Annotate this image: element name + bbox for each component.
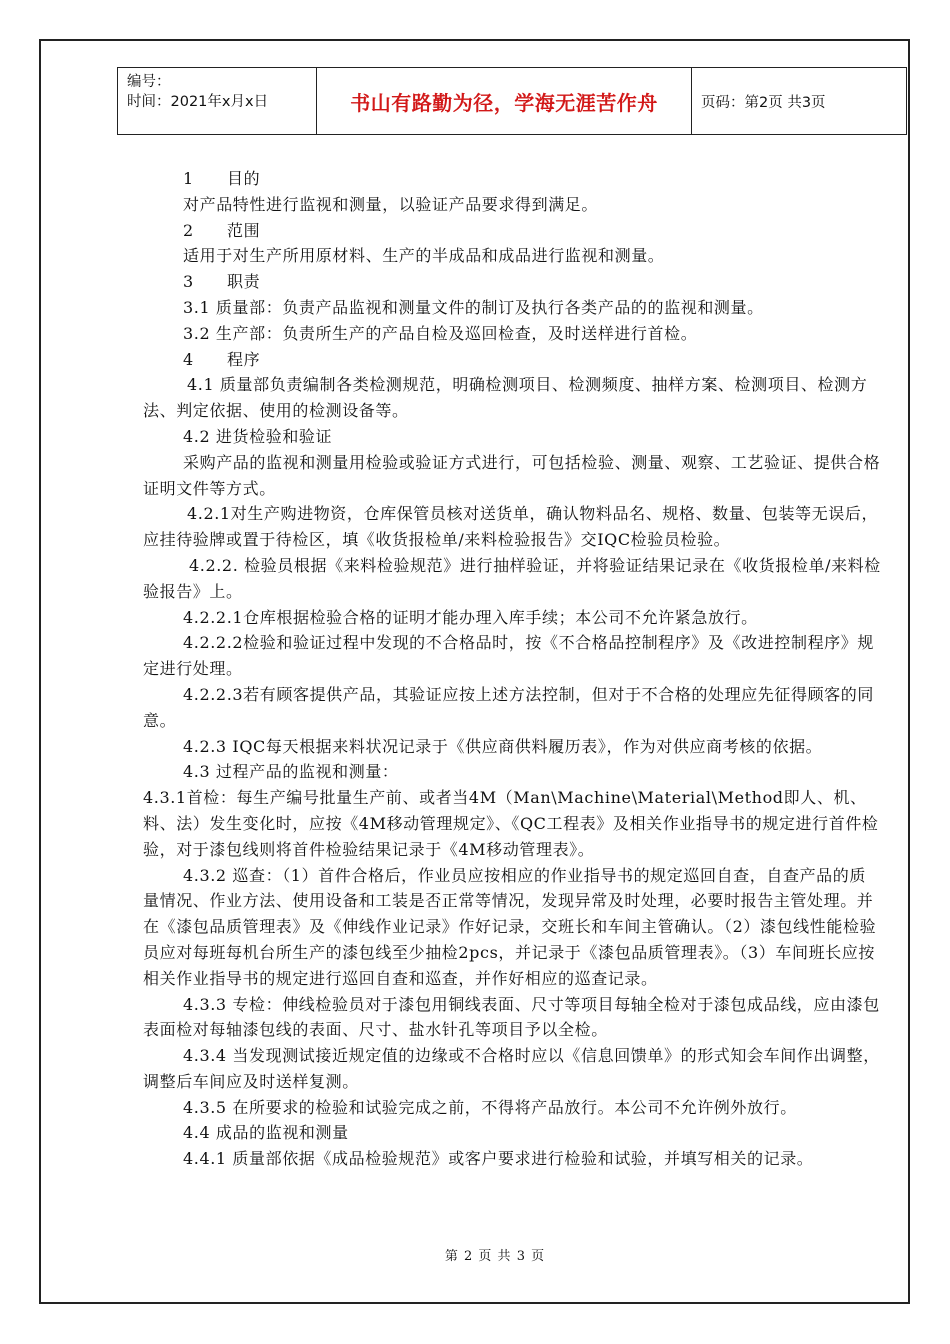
- header-motto: 书山有路勤为径，学海无涯苦作舟: [317, 68, 692, 134]
- paragraph: 4.3.4 当发现测试接近规定值的边缘或不合格时应以《信息回馈单》的形式知会车间作出调整，调整后车间应及时送样复测。: [143, 1046, 880, 1091]
- header-number-label: 编号：: [127, 74, 171, 90]
- paragraph: 4.3.2 巡查：（1）首件合格后，作业员应按相应的作业指导书的规定巡回自查，自查产品的质量情况、作业方法、使用设备和工装是否正常等情况，发现异常及时处理，必要时报告主管处理。并在《漆包品质管理表》及《伸线作业记录》作好记录，交班长和车间主管确认。（2）漆包线性能检验员应对每班每机台所生产的漆包线至少抽检2pcs，并记录于《漆包品质管理表》。（3）车间班长应按相关作业指导书的规定进行巡回自查和巡查，并作好相应的巡查记录。: [143, 865, 877, 988]
- document-body: [143, 166, 881, 1172]
- paragraph: 4.4.1 质量部依据《成品检验规范》或客户要求进行检验和试验，并填写相关的记录。: [183, 1149, 814, 1169]
- paragraph: 4.4 成品的监视和测量: [183, 1123, 349, 1143]
- section-heading-4: [143, 347, 881, 373]
- paragraph: 4.1 质量部负责编制各类检测规范，明确检测项目、检测频度、抽样方案、检测项目、检测方法、判定依据、使用的检测设备等。: [143, 375, 868, 421]
- section-number: 1: [183, 169, 194, 188]
- section-title: 目的: [227, 169, 261, 188]
- section-number: 2: [183, 220, 194, 240]
- header-meta: [118, 68, 317, 134]
- document-header: [117, 67, 907, 135]
- paragraph: 4.2.2.3若有顾客提供产品，其验证应按上述方法控制，但对于不合格的处理应先征得顾客的同意。: [143, 684, 874, 730]
- paragraph: 4.2.2.2检验和验证过程中发现的不合格品时，按《不合格品控制程序》及《改进控制程序》规定进行处理。: [143, 633, 874, 679]
- paragraph: 4.3.1首检：每生产编号批量生产前、或者当4M（Man\Machine\Material\Method即人、机、料、法）发生变化时，应按《4M移动管理规定》、《QC工程表》及相关作业指导书的规定进行首件检验，对于漆包线则将首件检验结果记录于《4M移动管理表》。: [143, 788, 879, 859]
- header-page-code: 页码：第2页 共3页: [701, 94, 826, 111]
- paragraph: 4.2.1对生产购进物资，仓库保管员核对送货单，确认物料品名、规格、数量、包装等无误后，应挂待验牌或置于待检区，填《收货报检单/来料检验报告》交IQC检验员检验。: [143, 504, 879, 550]
- paragraph: 4.2.2.1仓库根据检验合格的证明才能办理入库手续；本公司不允许紧急放行。: [183, 607, 758, 627]
- section-number: 3: [183, 272, 194, 292]
- section-number: 4: [183, 349, 194, 369]
- paragraph: 3.1 质量部：负责产品监视和测量文件的制订及执行各类产品的的监视和测量。: [183, 297, 764, 317]
- section-heading-2: [143, 218, 881, 244]
- paragraph: 对产品特性进行监视和测量，以验证产品要求得到满足。: [183, 194, 599, 214]
- page-footer: 第 2 页 共 3 页: [444, 1249, 546, 1264]
- paragraph: 适用于对生产所用原材料、生产的半成品和成品进行监视和测量。: [183, 246, 665, 266]
- section-heading-3: [143, 269, 881, 295]
- paragraph: 4.2.3 IQC每天根据来料状况记录于《供应商供料履历表》，作为对供应商考核的依据。: [183, 736, 823, 756]
- section-title: 范围: [227, 220, 261, 240]
- paragraph: 4.2 进货检验和验证: [183, 426, 333, 446]
- section-title: 程序: [227, 349, 261, 369]
- paragraph: 4.3 过程产品的监视和测量：: [183, 762, 399, 782]
- header-time-label: 时间：2021年x月x日: [127, 94, 269, 110]
- paragraph: 采购产品的监视和测量用检验或验证方式进行，可包括检验、测量、观察、工艺验证、提供合格证明文件等方式。: [143, 452, 881, 498]
- section-heading-1: [143, 166, 881, 192]
- paragraph: 4.3.3 专检：伸线检验员对于漆包用铜线表面、尺寸等项目每轴全检对于漆包成品线，应由漆包表面检对每轴漆包线的表面、尺寸、盐水针孔等项目予以全检。: [143, 994, 880, 1040]
- paragraph: 4.3.5 在所要求的检验和试验完成之前，不得将产品放行。本公司不允许例外放行。: [183, 1097, 797, 1117]
- section-title: 职责: [227, 272, 261, 292]
- paragraph: 4.2.2. 检验员根据《来料检验规范》进行抽样验证，并将验证结果记录在《收货报检单/来料检验报告》上。: [143, 555, 881, 601]
- paragraph: 3.2 生产部：负责所生产的产品自检及巡回检查，及时送样进行首检。: [183, 323, 698, 343]
